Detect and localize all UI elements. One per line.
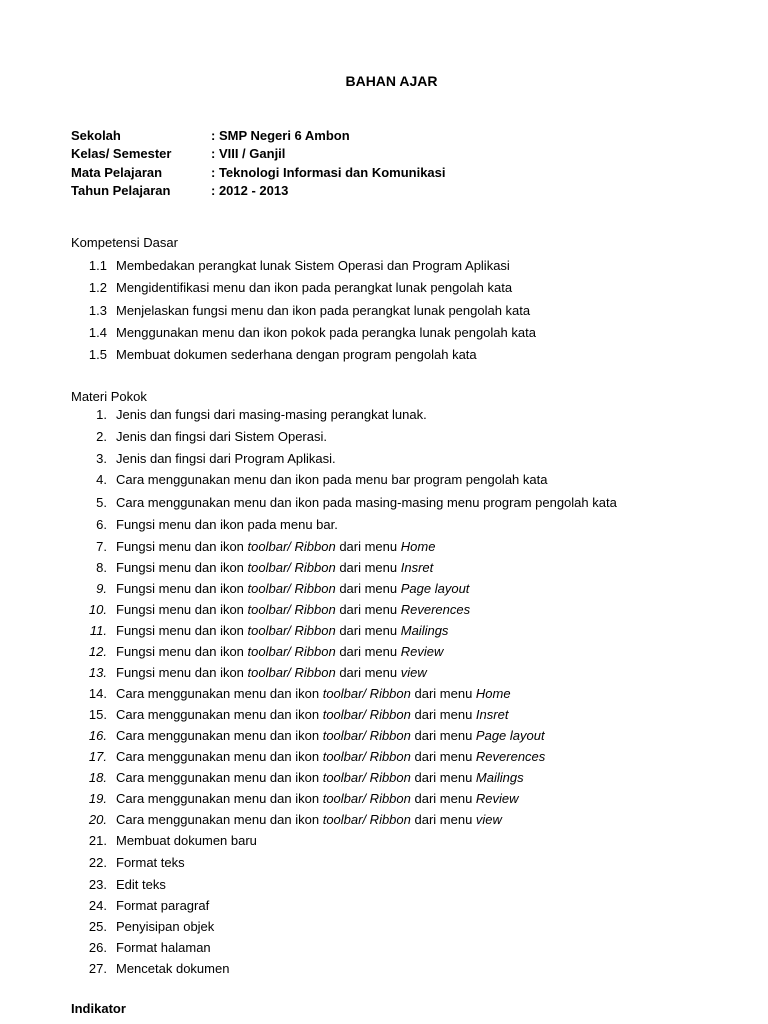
materi-item: [0, 580, 768, 598]
item-text: Jenis dan fungsi dari masing-masing perangkat lunak.: [116, 407, 427, 422]
item-text: Cara menggunakan menu dan ikon pada masing-masing menu program pengolah kata: [116, 495, 617, 510]
item-text: Cara menggunakan menu dan ikon toolbar/ Ribbon dari menu view: [116, 812, 502, 827]
materi-item: [0, 559, 768, 577]
item-text: Fungsi menu dan ikon pada menu bar.: [116, 517, 338, 532]
item-number: 1.5: [88, 347, 107, 362]
item-text: Fungsi menu dan ikon toolbar/ Ribbon dari menu Insret: [116, 560, 434, 575]
materi-item: [0, 428, 768, 446]
materi-item: [0, 471, 768, 489]
indikator-heading: Indikator: [71, 1001, 126, 1016]
info-label: Mata Pelajaran: [71, 165, 163, 180]
info-value: : 2012 - 2013: [211, 183, 289, 198]
item-text: Fungsi menu dan ikon toolbar/ Ribbon dari menu view: [116, 665, 427, 680]
kompetensi-item: [0, 257, 768, 275]
item-number: 25.: [88, 919, 107, 934]
kompetensi-item: [0, 279, 768, 297]
materi-item: [0, 960, 768, 978]
item-number: 21.: [88, 833, 107, 848]
info-label: Tahun Pelajaran: [71, 183, 171, 198]
item-text: Membuat dokumen sederhana dengan program pengolah kata: [116, 347, 477, 362]
item-number: 14.: [88, 686, 107, 701]
kompetensi-item: [0, 324, 768, 342]
materi-item: [0, 516, 768, 534]
item-number: 16.: [88, 728, 107, 743]
item-number: 8.: [96, 560, 107, 575]
item-number: 19.: [88, 791, 107, 806]
materi-heading: Materi Pokok: [71, 389, 147, 404]
item-number: 5.: [96, 495, 107, 510]
item-number: 18.: [88, 770, 107, 785]
materi-item: [0, 406, 768, 424]
item-text: Cara menggunakan menu dan ikon toolbar/ Ribbon dari menu Insret: [116, 707, 509, 722]
materi-item: [0, 939, 768, 957]
info-label: Kelas/ Semester: [71, 146, 172, 161]
item-text: Fungsi menu dan ikon toolbar/ Ribbon dari menu Reverences: [116, 602, 471, 617]
item-number: 9.: [96, 581, 107, 596]
item-number: 6.: [96, 517, 107, 532]
item-number: 1.1: [88, 258, 107, 273]
item-number: 27.: [88, 961, 107, 976]
item-number: 1.3: [88, 303, 107, 318]
item-number: 11.: [89, 623, 107, 638]
item-text: Cara menggunakan menu dan ikon toolbar/ Ribbon dari menu Mailings: [116, 770, 524, 785]
materi-item: [0, 643, 768, 661]
item-text: Format halaman: [116, 940, 211, 955]
materi-item: [0, 727, 768, 745]
item-text: Membedakan perangkat lunak Sistem Operasi dan Program Aplikasi: [116, 258, 510, 273]
page-title: BAHAN AJAR: [345, 73, 438, 89]
materi-item: [0, 748, 768, 766]
item-text: Jenis dan fingsi dari Program Aplikasi.: [116, 451, 336, 466]
item-text: Edit teks: [116, 877, 166, 892]
item-number: 22.: [88, 855, 107, 870]
item-number: 4.: [96, 472, 107, 487]
info-value: : VIII / Ganjil: [211, 146, 286, 161]
materi-item: [0, 854, 768, 872]
item-text: Cara menggunakan menu dan ikon toolbar/ Ribbon dari menu Reverences: [116, 749, 546, 764]
item-text: Cara menggunakan menu dan ikon toolbar/ Ribbon dari menu Page layout: [116, 728, 545, 743]
item-text: Menjelaskan fungsi menu dan ikon pada perangkat lunak pengolah kata: [116, 303, 531, 318]
item-text: Fungsi menu dan ikon toolbar/ Ribbon dari menu Page layout: [116, 581, 470, 596]
item-number: 17.: [88, 749, 107, 764]
item-number: 26.: [88, 940, 107, 955]
materi-item: [0, 601, 768, 619]
item-number: 13.: [88, 665, 107, 680]
item-text: Cara menggunakan menu dan ikon toolbar/ Ribbon dari menu Home: [116, 686, 511, 701]
item-text: Penyisipan objek: [116, 919, 215, 934]
item-number: 20.: [88, 812, 107, 827]
materi-item: [0, 622, 768, 640]
info-value: : Teknologi Informasi dan Komunikasi: [211, 165, 446, 180]
item-number: 7.: [96, 539, 107, 554]
item-number: 1.4: [88, 325, 107, 340]
materi-item: [0, 790, 768, 808]
item-text: Cara menggunakan menu dan ikon toolbar/ Ribbon dari menu Review: [116, 791, 519, 806]
materi-item: [0, 811, 768, 829]
item-text: Fungsi menu dan ikon toolbar/ Ribbon dari menu Home: [116, 539, 436, 554]
info-label: Sekolah: [71, 128, 121, 143]
materi-item: [0, 876, 768, 894]
item-number: 23.: [88, 877, 107, 892]
materi-item: [0, 538, 768, 556]
kompetensi-item: [0, 302, 768, 320]
kompetensi-item: [0, 346, 768, 364]
item-number: 1.2: [88, 280, 107, 295]
materi-item: [0, 494, 768, 512]
item-number: 15.: [88, 707, 107, 722]
item-text: Fungsi menu dan ikon toolbar/ Ribbon dari menu Mailings: [116, 623, 449, 638]
item-text: Jenis dan fingsi dari Sistem Operasi.: [116, 429, 327, 444]
item-number: 1.: [96, 407, 107, 422]
materi-item: [0, 450, 768, 468]
materi-item: [0, 897, 768, 915]
item-number: 24.: [88, 898, 107, 913]
materi-item: [0, 685, 768, 703]
item-text: Format paragraf: [116, 898, 210, 913]
info-value: : SMP Negeri 6 Ambon: [211, 128, 350, 143]
kompetensi-heading: Kompetensi Dasar: [71, 235, 178, 250]
item-text: Menggunakan menu dan ikon pokok pada perangka lunak pengolah kata: [116, 325, 536, 340]
item-number: 10.: [88, 602, 107, 617]
item-number: 3.: [96, 451, 107, 466]
item-text: Cara menggunakan menu dan ikon pada menu bar program pengolah kata: [116, 472, 548, 487]
item-number: 12.: [88, 644, 107, 659]
materi-item: [0, 664, 768, 682]
materi-item: [0, 832, 768, 850]
item-text: Membuat dokumen baru: [116, 833, 257, 848]
item-text: Fungsi menu dan ikon toolbar/ Ribbon dari menu Review: [116, 644, 444, 659]
materi-item: [0, 918, 768, 936]
item-text: Mencetak dokumen: [116, 961, 230, 976]
item-number: 2.: [96, 429, 107, 444]
materi-item: [0, 769, 768, 787]
item-text: Mengidentifikasi menu dan ikon pada perangkat lunak pengolah kata: [116, 280, 513, 295]
materi-item: [0, 706, 768, 724]
item-text: Format teks: [116, 855, 185, 870]
